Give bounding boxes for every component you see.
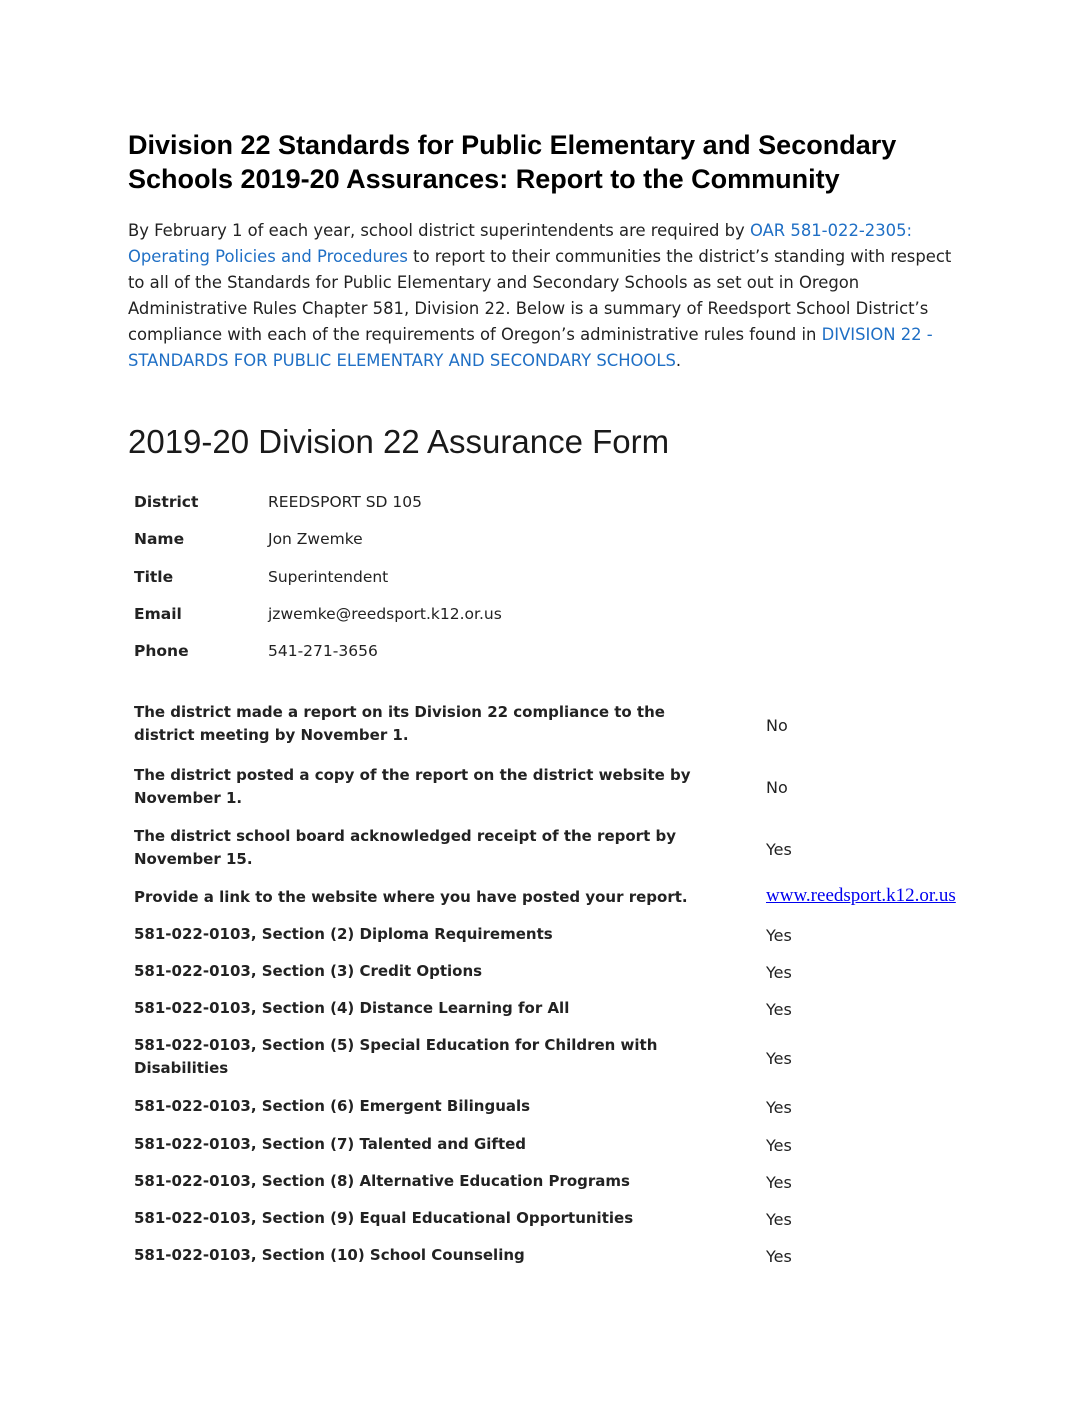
assurance-row [134,1133,994,1170]
intro-text-start: By February 1 of each year, school district superintendents are required by [128,221,750,240]
info-label: Email [134,604,182,623]
assurance-value: Yes [766,1247,792,1266]
info-label: Title [134,567,174,586]
assurance-row [134,960,994,997]
assurance-label: 581-022-0103, Section (7) Talented and Gifted [134,1135,527,1153]
report-website-link[interactable]: www.reedsport.k12.or.us [766,885,956,906]
assurance-value: Yes [766,963,792,982]
info-label: District [134,493,199,511]
assurance-label: 581-022-0103, Section (3) Credit Options [134,962,483,980]
info-label: Name [134,530,185,549]
assurance-value: Yes [766,926,792,945]
assurance-row [134,1034,994,1095]
intro-text-end: . [675,351,682,370]
assurance-label: 581-022-0103, Section (8) Alternative Education Programs [134,1172,630,1190]
info-value: Superintendent [268,567,389,586]
assurance-label: The district made a report on its Division 22 compliance to the district meeting by November 1. [134,703,665,744]
form-title: 2019-20 Division 22 Assurance Form [128,423,670,460]
assurance-row [134,923,994,960]
assurance-row [134,762,994,824]
info-value: Jon Zwemke [268,530,363,549]
assurance-label: 581-022-0103, Section (4) Distance Learning for All [134,999,570,1017]
assurance-label: 581-022-0103, Section (10) School Counseling [134,1246,525,1264]
assurance-row [134,997,994,1034]
assurance-value: Yes [766,1000,792,1019]
assurance-label: The district posted a copy of the report on the district website by November 1. [134,766,691,807]
oar-policy-link[interactable]: OAR 581-022-2305: Operating Policies and Procedures [128,221,913,266]
assurance-table [134,700,994,1281]
division-22-standards-link[interactable]: DIVISION 22 - STANDARDS FOR PUBLIC ELEMENTARY AND SECONDARY SCHOOLS [128,325,933,370]
assurance-value: Yes [766,1136,792,1155]
assurance-value: No [766,778,788,797]
assurance-value: Yes [766,1210,792,1229]
info-value: REEDSPORT SD 105 [268,493,423,511]
assurance-value: Yes [766,840,792,859]
intro-text-middle: to report to their communities the district’s standing with respect to all of the Standards for Public Elementary and Secondary Schools as set out in Oregon Administrative Rules Chapter 581, Division 22. Below is a summary of Reedsport School District’s compliance with each of the requirements of Oregon’s administrative rules found in [128,247,952,344]
document-title: Division 22 Standards for Public Elementary and Secondary Schools 2019-20 Assurances: Report to the Community [128,130,897,194]
assurance-label: 581-022-0103, Section (9) Equal Educational Opportunities [134,1209,634,1227]
info-label: Phone [134,642,189,661]
assurance-label: Provide a link to the website where you have posted your report. [134,888,688,906]
assurance-value: Yes [766,1173,792,1192]
info-value: 541-271-3656 [268,642,378,661]
intro-paragraph [128,218,968,374]
info-value: jzwemke@reedsport.k12.or.us [268,604,502,623]
assurance-row [134,1207,994,1244]
assurance-value: Yes [766,1049,792,1068]
assurance-value: Yes [766,1098,792,1117]
assurance-row [134,1170,994,1207]
assurance-row [134,700,994,762]
assurance-label: 581-022-0103, Section (6) Emergent Bilinguals [134,1097,531,1115]
assurance-value: No [766,716,788,735]
assurance-label: 581-022-0103, Section (5) Special Education for Children with Disabilities [134,1036,658,1077]
assurance-label: 581-022-0103, Section (2) Diploma Requirements [134,925,553,943]
assurance-row [134,824,994,886]
assurance-label: The district school board acknowledged receipt of the report by November 15. [134,827,676,868]
assurance-row [134,1244,994,1281]
assurance-row [134,1095,994,1133]
assurance-row [134,886,994,923]
